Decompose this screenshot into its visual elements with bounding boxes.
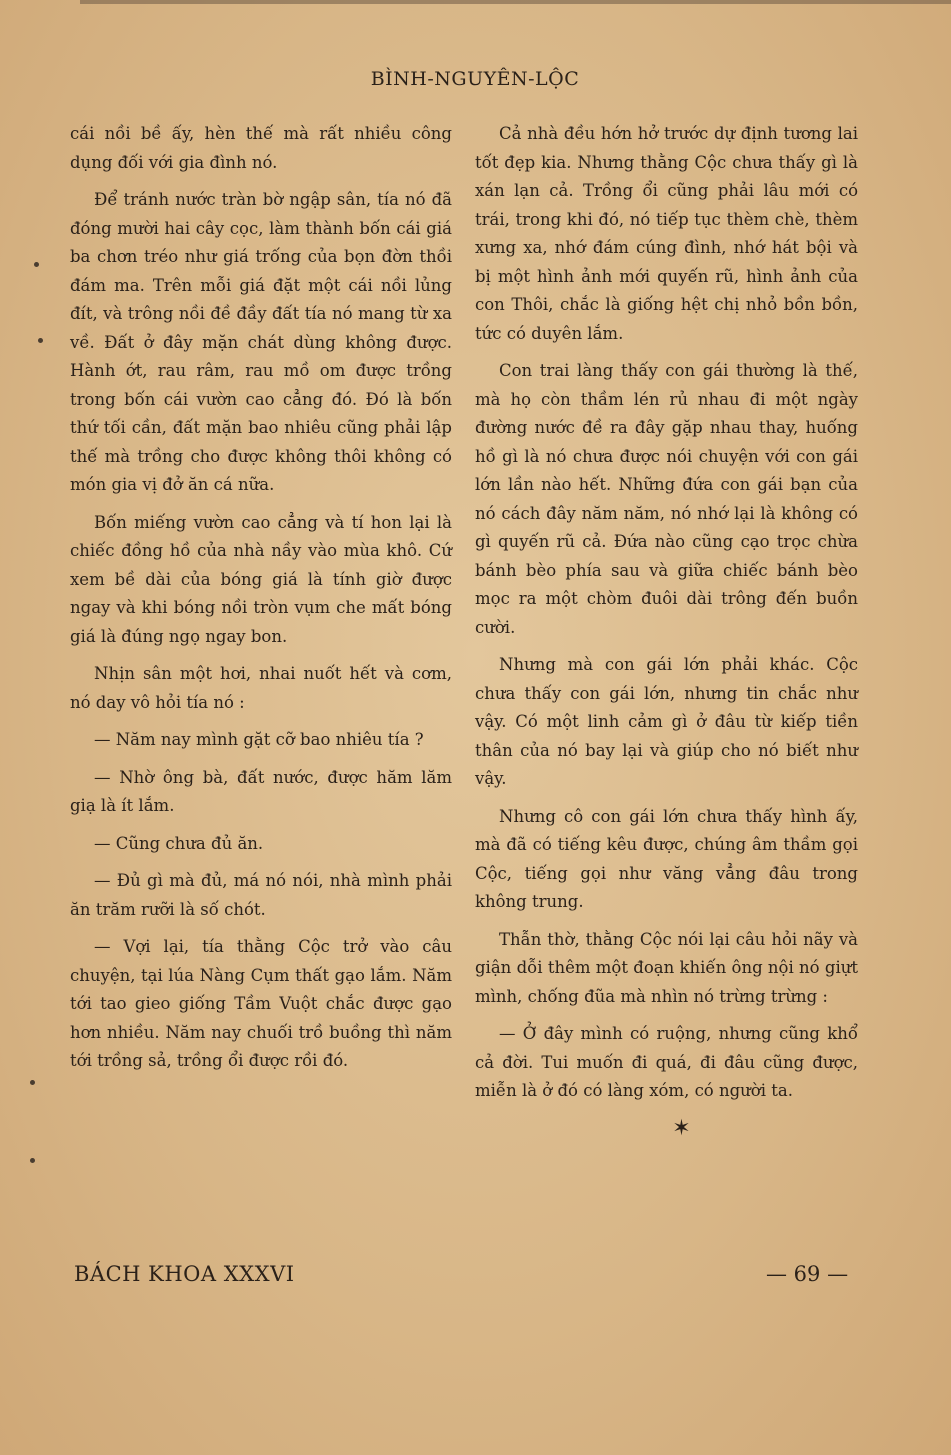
dialogue-line: — Nhờ ông bà, đất nước, được hăm lăm giạ là ít lắm.: [70, 767, 452, 815]
paragraph: Nhịn sân một hơi, nhai nuốt hết và cơm, nó day vô hỏi tía nó :: [70, 664, 452, 712]
speck-mark: [30, 1158, 35, 1163]
dialogue-line: — Ở đây mình có ruộng, nhưng cũng khổ cả đời. Tui muốn đi quá, đi đâu cũng được, miễn là ở đó có làng xóm, có người ta.: [475, 1024, 858, 1100]
paragraph: Bốn miếng vườn cao cẳng và tí hon lại là chiếc đồng hồ của nhà nầy vào mùa khô. Cứ xem bề dài của bóng giá là tính giờ được ngay và khi bóng nồi tròn vụm che mất bóng giá là đúng ngọ ngay bon.: [70, 512, 452, 646]
top-edge-line: [80, 0, 951, 4]
paragraph: Nhưng cô con gái lớn chưa thấy hình ấy, mà đã có tiếng kêu được, chúng âm thầm gọi Cộc, tiếng gọi như văng vẳng đâu trong không trung.: [475, 806, 858, 911]
speck-mark: [34, 262, 39, 267]
speck-mark: [30, 1080, 35, 1085]
dialogue-line: — Vợi lại, tía thằng Cộc trở vào câu chuyện, tại lúa Nàng Cụm thất gạo lắm. Năm tới tao gieo giống Tầm Vuột chắc được gạo hơn nhiều. Năm nay chuối trồ buồng thì năm tới trồng sả, trồng ổi được rồi đó.: [70, 937, 452, 1070]
running-header-author: BÌNH-NGUYÊN-LỘC: [370, 68, 580, 90]
page-number: — 69 —: [766, 1262, 849, 1286]
paragraph: Thẫn thờ, thằng Cộc nói lại câu hỏi nãy và giận dỗi thêm một đoạn khiến ông nội nó giựt mình, chống đũa mà nhìn nó trừng trừng :: [475, 929, 858, 1006]
dialogue-line: — Cũng chưa đủ ăn.: [94, 833, 264, 853]
paragraph: Con trai làng thấy con gái thường là thế, mà họ còn thầm lén rủ nhau đi một ngày đường nước đề ra đây gặp nhau thay, huống hồ gì là nó chưa được nói chuyện với con gái lớn lần nào hết. Những đứa con gái bạn của nó cách đây năm năm, nó nhớ lại là không có gì quyến rũ cả. Đứa nào cũng cạo trọc chừa bánh bèo phía sau và giữa chiếc bánh bèo mọc ra một chòm đuôi dài trông đến buồn cười.: [475, 361, 858, 637]
paragraph: Nhưng mà con gái lớn phải khác. Cộc chưa thấy con gái lớn, nhưng tin chắc như vậy. Có một linh cảm gì ở đâu từ kiếp tiền thân của nó bay lại và giúp cho nó biết như vậy.: [475, 655, 858, 788]
left-column: [70, 120, 452, 1085]
dialogue-line: — Năm nay mình gặt cỡ bao nhiêu tía ?: [94, 730, 424, 749]
speck-mark: [38, 338, 43, 343]
dialogue-line: — Đủ gì mà đủ, má nó nói, nhà mình phải ăn trăm rưỡi là số chót.: [70, 871, 452, 919]
right-column: [475, 120, 858, 1143]
magazine-footer: BÁCH KHOA XXXVI: [74, 1262, 295, 1286]
paragraph: Cả nhà đều hớn hở trước dự định tương lai tốt đẹp kia. Nhưng thằng Cộc chưa thấy gì là xán lạn cả. Trồng ổi cũng phải lâu mới có trái, trong khi đó, nó tiếp tục thèm chè, thèm xưng xa, nhớ đám cúng đình, nhớ hát bội và bị một hình ảnh mới quyến rũ, hình ảnh của con Thôi, chắc là giống hệt chị nhỏ bồn bồn, tức có duyên lắm.: [475, 124, 858, 343]
paragraph: cái nồi bề ấy, hèn thế mà rất nhiều công dụng đối với gia đình nó.: [70, 124, 452, 172]
paragraph: Để tránh nước tràn bờ ngập sân, tía nó đã đóng mười hai cây cọc, làm thành bốn cái giá ba chơn tréo như giá trống của bọn đờn thồi đám ma. Trên mỗi giá đặt một cái nồi lủng đít, và trông nồi đề đầy đất tía nó mang từ xa về. Đất ở đây mặn chát dùng không được. Hành ớt, rau râm, rau mồ om được trồng trong bốn cái vườn cao cẳng đó. Đó là bốn thứ tối cần, đất mặn bao nhiêu cũng phải lập thế mà trồng cho được không thôi không có món gia vị đở ăn cá nữa.: [70, 190, 452, 494]
section-end-ornament-icon: ✶: [672, 1115, 691, 1141]
